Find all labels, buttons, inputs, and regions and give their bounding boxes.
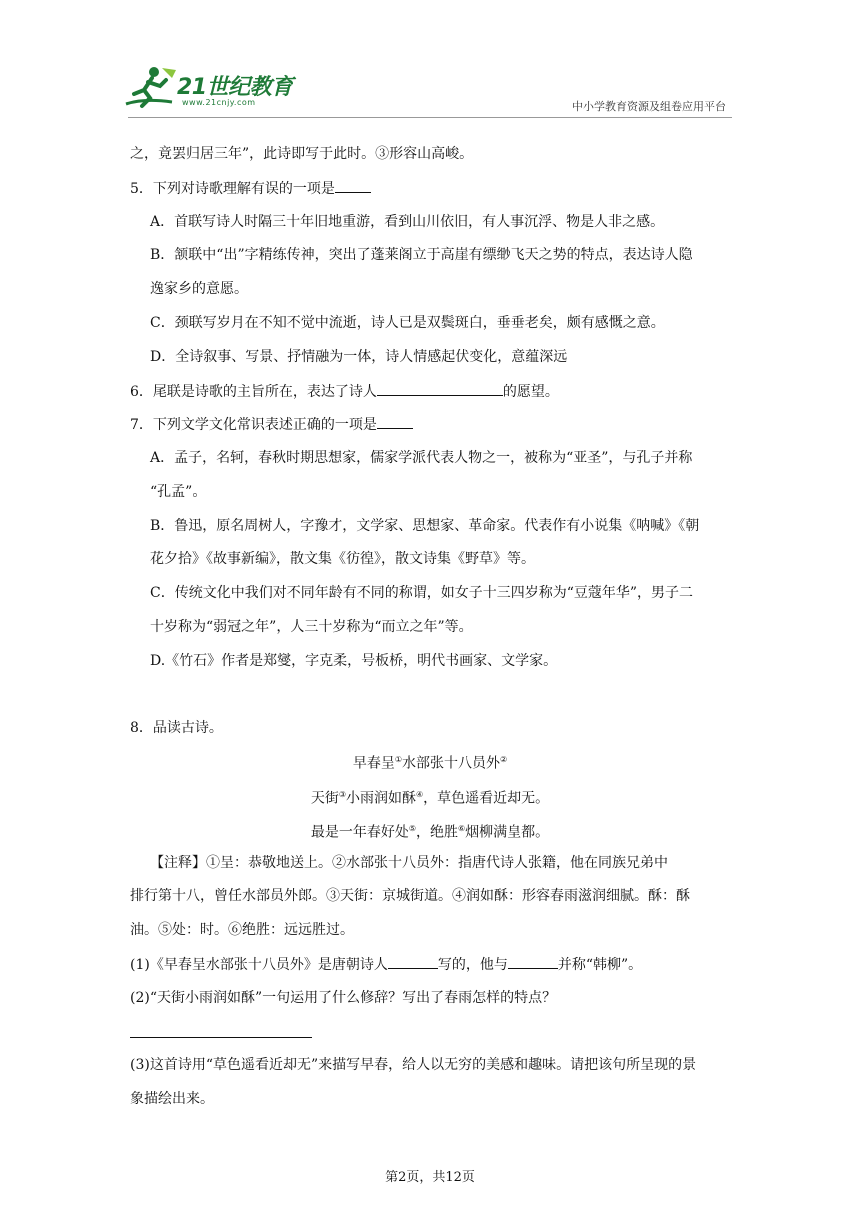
answer-blank (508, 954, 558, 969)
poem-notes-cont: 排行第十八，曾任水部员外郎。③天街：京城街道。④润如酥：形容春雨滋润细腻。酥：酥 (130, 888, 690, 904)
question-8: 8．品读古诗。 (130, 720, 223, 736)
poem-notes: 【注释】①呈：恭敬地送上。②水部张十八员外：指唐代诗人张籍，他在同族兄弟中 (150, 855, 668, 871)
answer-line (130, 1037, 312, 1038)
platform-name: 中小学教育资源及组卷应用平台 (572, 100, 726, 113)
text-line: 之，竟罢归居三年”，此诗即写于此时。③形容山高峻。 (130, 146, 474, 162)
option-7a-cont: “孔孟”。 (150, 484, 207, 500)
poem-line-2: 最是一年春好处⑤，绝胜⑥烟柳满皇都。 (310, 824, 550, 841)
runner-logo-icon (122, 64, 182, 110)
option-7b-cont: 花夕拾》《故事新编》，散文集《彷徨》，散文诗集《野草》等。 (150, 551, 535, 567)
poem-title: 早春呈①水部张十八员外② (352, 755, 508, 772)
header-divider (128, 117, 732, 118)
option-5c: C．颈联写岁月在不知不觉中流逝，诗人已是双鬓斑白，垂垂老矣，颇有感慨之意。 (150, 315, 665, 331)
option-7d: D.《竹石》作者是郑燮，字克柔，号板桥，明代书画家、文学家。 (150, 653, 558, 669)
logo-text: 21世纪教育 (177, 75, 293, 100)
page-number: 第2页，共12页 (385, 1170, 475, 1185)
sub-question-3: (3)这首诗用“草色遥看近却无”来描写早春，给人以无穷的美感和趣味。请把该句所呈现的景 (130, 1057, 697, 1073)
sub-question-2: (2)“天街小雨润如酥”一句运用了什么修辞？写出了春雨怎样的特点？ (130, 990, 557, 1006)
option-7c: C．传统文化中我们对不同年龄有不同的称谓，如女子十三四岁称为“豆蔻年华”，男子二 (150, 585, 694, 601)
question-7: 7．下列文学文化常识表述正确的一项是 (130, 414, 413, 435)
sub-question-3-cont: 象描绘出来。 (130, 1091, 214, 1107)
answer-blank (377, 414, 413, 429)
logo (122, 64, 292, 114)
question-5: 5．下列对诗歌理解有误的一项是 (130, 178, 371, 199)
poem-line-1: 天街③小雨润如酥④，草色遥看近却无。 (310, 790, 550, 807)
answer-blank (388, 954, 438, 969)
logo-url: www.21cnjy.com (182, 98, 256, 107)
option-5d: D．全诗叙事、写景、抒情融为一体，诗人情感起伏变化，意蕴深远 (150, 349, 568, 365)
option-7b: B．鲁迅，原名周树人，字豫才，文学家、思想家、革命家。代表作有小说集《呐喊》《朝 (150, 518, 700, 534)
question-6: 6．尾联是诗歌的主旨所在，表达了诗人 的愿望。 (130, 381, 559, 402)
answer-blank (335, 178, 371, 193)
option-5b: B．颔联中“出”字精练传神，突出了蓬莱阁立于高崖有缥缈飞天之势的特点，表达诗人隐 (150, 247, 693, 263)
page-header (0, 0, 860, 120)
option-7a: A．孟子，名轲，春秋时期思想家，儒家学派代表人物之一，被称为“亚圣”，与孔子并称 (150, 450, 693, 466)
option-7c-cont: 十岁称为“弱冠之年”，人三十岁称为“而立之年”等。 (150, 619, 473, 635)
option-5a: A．首联写诗人时隔三十年旧地重游，看到山川依旧，有人事沉浮、物是人非之感。 (150, 214, 665, 230)
sub-question-1: (1)《早春呈水部张十八员外》是唐朝诗人 写的，他与 并称“韩柳”。 (130, 954, 642, 975)
option-5b-cont: 逸家乡的意愿。 (150, 281, 248, 297)
poem-notes-cont: 油。⑤处：时。⑥绝胜：远远胜过。 (130, 922, 354, 938)
answer-blank (377, 381, 503, 396)
